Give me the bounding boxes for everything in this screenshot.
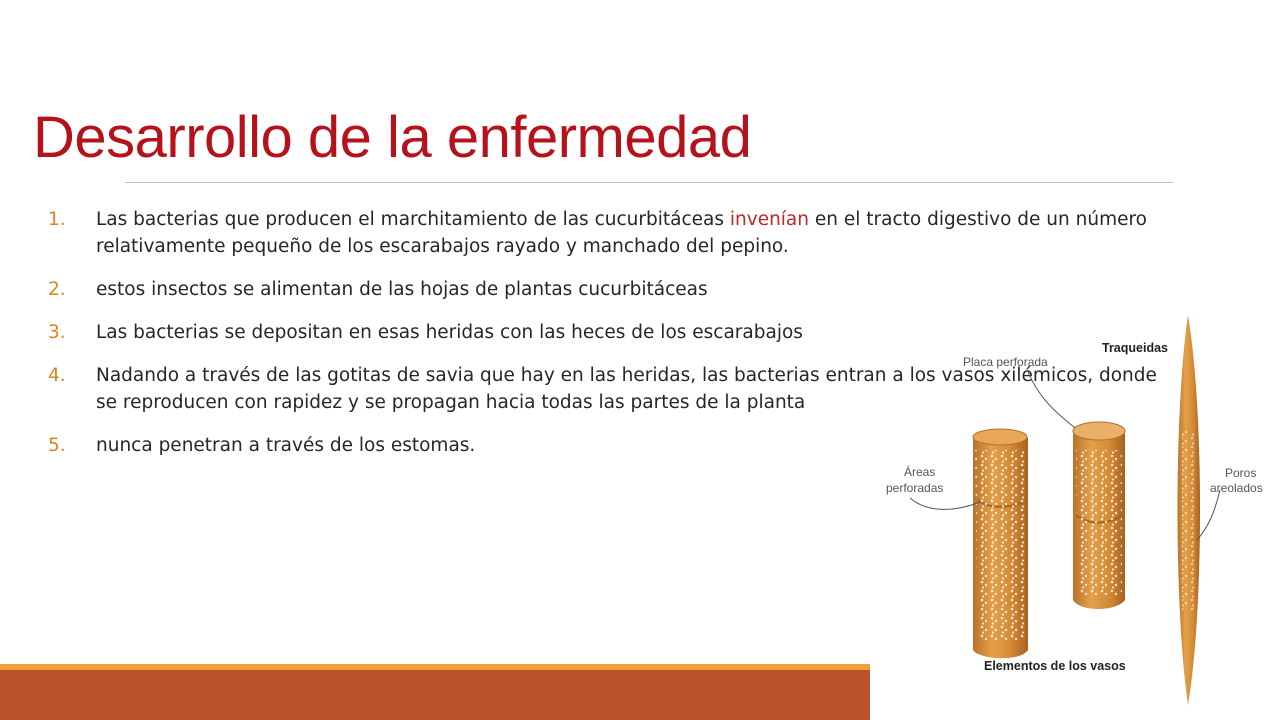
slide-title: Desarrollo de la enfermedad xyxy=(33,105,752,170)
placa-leader-line xyxy=(1028,372,1075,428)
poros-leader-line xyxy=(1197,490,1220,540)
title-divider xyxy=(125,182,1173,183)
vessel-element-short xyxy=(1073,422,1125,609)
xylem-vessels-figure xyxy=(870,310,1280,720)
list-number: 3. xyxy=(48,322,66,343)
list-item xyxy=(48,206,1158,260)
list-text: Las bacterias que producen el marchitamiento de las cucurbitáceas xyxy=(96,209,730,230)
list-number: 4. xyxy=(48,365,66,386)
label-placa-perforada: Placa perforada xyxy=(963,355,1048,369)
vessel-element-tall xyxy=(973,429,1028,658)
highlighted-word: invenían xyxy=(729,209,809,230)
label-traqueidas: Traqueidas xyxy=(1102,341,1168,355)
list-number: 5. xyxy=(48,435,66,456)
label-elementos-vasos: Elementos de los vasos xyxy=(984,659,1126,673)
areas-leader-line xyxy=(910,498,980,509)
list-text: Las bacterias se depositan en esas heridas con las heces de los escarabajos xyxy=(96,322,803,343)
tracheid xyxy=(1178,315,1201,705)
list-text: Nadando a través de las gotitas de savia que hay en las heridas, las bacterias entran a los vasos xilémicos, donde se reproducen con rapidez y se propagan hacia todas las partes de la planta xyxy=(96,365,1157,413)
label-areolados: areolados xyxy=(1210,481,1263,495)
list-text: estos insectos se alimentan de las hojas de plantas cucurbitáceas xyxy=(96,279,708,300)
list-text: en el tracto digestivo de un número relativamente pequeño de los escarabajos rayado y manchado del pepino. xyxy=(96,209,1147,257)
label-areas: Áreas xyxy=(904,465,936,479)
list-item xyxy=(48,276,1158,303)
list-number: 2. xyxy=(48,279,66,300)
xylem-diagram xyxy=(870,310,1280,720)
list-text: nunca penetran a través de los estomas. xyxy=(96,435,476,456)
footer-bar xyxy=(0,670,870,720)
list-number: 1. xyxy=(48,209,66,230)
label-perforadas: perforadas xyxy=(886,481,944,495)
label-poros: Poros xyxy=(1225,466,1257,480)
